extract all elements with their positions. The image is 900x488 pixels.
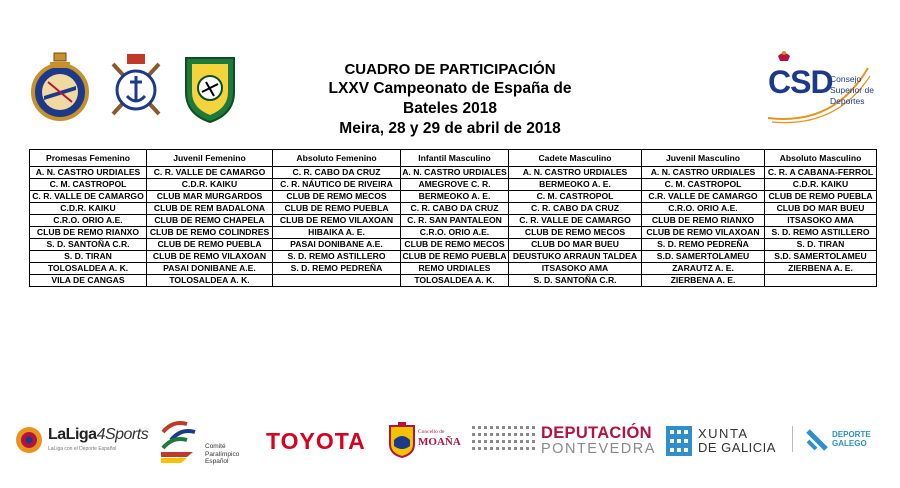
laliga-tagline: LaLiga con el Deporte Español: [48, 446, 117, 452]
table-cell: S.D. SAMERTOLAMEU: [765, 251, 877, 263]
column-header: Absoluto Masculino: [765, 150, 877, 167]
title-line-3: Meira, 28 y 29 de abril de 2018: [339, 120, 561, 137]
table-cell: C.D.R. KAIKU: [765, 179, 877, 191]
column-header: Cadete Masculino: [509, 150, 642, 167]
paralympic-line-2: Paralímpico: [205, 450, 240, 458]
table-cell: C. R. CABO DA CRUZ: [273, 167, 401, 179]
table-cell: CLUB DE REMO MECOS: [509, 227, 642, 239]
column-header: Infantil Masculino: [401, 150, 509, 167]
table-cell: S.D. SAMERTOLAMEU: [642, 251, 765, 263]
table-cell: [765, 275, 877, 287]
moana-text: [418, 429, 461, 448]
table-row: [30, 263, 877, 275]
column-header: Juvenil Masculino: [642, 150, 765, 167]
table-cell: ZIERBENA A. E.: [642, 275, 765, 287]
title-line-2: LXXV Campeonato de España de Bateles 2018: [328, 80, 572, 117]
table-cell: CLUB DE REMO RIANXO: [30, 227, 147, 239]
table-cell: C. R. SAN PANTALEON: [401, 215, 509, 227]
table-cell: C.R.O. ORIO A.E.: [30, 215, 147, 227]
table-cell: ZIERBENA A. E.: [765, 263, 877, 275]
document-title-block: [300, 60, 600, 139]
table-row: [30, 275, 877, 287]
table-cell: C.R. VALLE DE CAMARGO: [642, 191, 765, 203]
table-cell: TOLOSALDEA A. K.: [30, 263, 147, 275]
table-cell: C. R. CABO DA CRUZ: [509, 203, 642, 215]
table-cell: CLUB DE REMO PUEBLA: [147, 239, 273, 251]
table-cell: CLUB DE REMO CHAPELA: [147, 215, 273, 227]
table-cell: A. N. CASTRO URDIALES: [30, 167, 147, 179]
table-cell: C. M. CASTROPOL: [509, 191, 642, 203]
laliga-4sports-logo: [14, 422, 154, 458]
paralympic-line-3: Español: [205, 458, 229, 465]
moana-line-2: MOAÑA: [418, 436, 461, 448]
table-row: [30, 167, 877, 179]
table-row: [30, 251, 877, 263]
table-cell: TOLOSALDEA A. K.: [147, 275, 273, 287]
table-cell: BERMEOKO A. E.: [509, 179, 642, 191]
table-cell: CLUB DE REMO PUEBLA: [402, 251, 507, 261]
table-cell: C.R.O. ORIO A.E.: [642, 203, 765, 215]
participation-table: [29, 149, 877, 287]
table-cell: AMEGROVE C. R.: [401, 179, 509, 191]
table-cell: A. N. CASTRO URDIALES: [642, 167, 765, 179]
table-cell: ITSASOKO AMA: [509, 263, 642, 275]
csd-mark: CSD: [768, 64, 833, 100]
table-cell: C.R.O. ORIO A.E.: [401, 227, 509, 239]
table-cell: C. M. CASTROPOL: [642, 179, 765, 191]
table-row: [30, 215, 877, 227]
anchor-oars-crest-logo: [107, 52, 165, 122]
table-cell: S. D. SANTOÑA C.R.: [509, 275, 642, 287]
table-row: [30, 191, 877, 203]
column-header: Promesas Femenino: [30, 150, 147, 167]
table-cell: HIBAIKA A. E.: [273, 227, 401, 239]
table-cell: C. R. NÁUTICO DE RIVEIRA: [273, 179, 401, 191]
xunta-galicia-logo: [666, 424, 778, 460]
table-cell: C.D.R. KAIKU: [30, 203, 147, 215]
csd-line-1: Consejo: [830, 74, 862, 84]
table-cell: S. D. TIRAN: [30, 251, 147, 263]
column-header: Juvenil Femenino: [147, 150, 273, 167]
xunta-text: [698, 427, 776, 455]
paralympic-text: [205, 443, 239, 466]
table-cell: C. R. CABO DA CRUZ: [401, 203, 509, 215]
table-cell: C. R. VALLE DE CAMARGO: [147, 167, 273, 179]
csd-text: [830, 74, 874, 107]
table-cell: CLUB DE REMO VILAXOAN: [273, 215, 401, 227]
table-cell: C. R. VALLE DE CAMARGO: [30, 191, 147, 203]
table-cell: TOLOSALDEA A. K.: [401, 275, 509, 287]
table-cell: CLUB DE REMO MECOS: [401, 239, 509, 251]
table-cell: DEUSTUKO ARRAUN TALDEA: [509, 251, 642, 263]
table-cell: A. N. CASTRO URDIALES: [509, 167, 642, 179]
paralympic-line-1: Comité: [205, 443, 226, 450]
table-cell: [273, 275, 401, 287]
deporte-galego-text: [832, 430, 871, 448]
table-row: [30, 227, 877, 239]
table-cell: CLUB MAR MURGARDOS: [147, 191, 273, 203]
table-cell: CLUB DE REMO PUEBLA: [273, 203, 401, 215]
table-cell: CLUB DE REMO MECOS: [273, 191, 401, 203]
table-cell: CLUB DE REMO PUEBLA: [765, 191, 877, 203]
table-cell: C.D.R. KAIKU: [147, 179, 273, 191]
table-cell: C. R. A CABANA-FERROL: [765, 167, 877, 179]
csd-line-2: Superior de: [830, 85, 874, 95]
federation-crest-logo: [30, 52, 90, 122]
toyota-logo: TOYOTA: [266, 428, 366, 454]
table-cell: S. D. REMO PEDREÑA: [642, 239, 765, 251]
deputacion-dots-emblem: [470, 424, 536, 456]
table-cell: CLUB DE REMO VILAXOAN: [147, 251, 273, 263]
deporte-galego-line-2: GALEGO: [832, 439, 867, 448]
table-cell: S. D. SANTOÑA C.R.: [30, 239, 147, 251]
table-cell: ZARAUTZ A. E.: [642, 263, 765, 275]
deporte-galego-logo: [806, 428, 886, 452]
table-cell: CLUB DO MAR BUEU: [509, 239, 642, 251]
table-cell: CLUB DE REMO VILAXOAN: [642, 227, 765, 239]
table-row: [30, 239, 877, 251]
moana-line-1: Concello de: [418, 429, 445, 435]
concello-moana-logo: [388, 420, 468, 460]
table-cell: C. R. VALLE DE CAMARGO: [509, 215, 642, 227]
table-cell: VILA DE CANGAS: [30, 275, 147, 287]
title-line-1: CUADRO DE PARTICIPACIÓN: [344, 61, 556, 78]
table-cell: S. D. REMO PEDREÑA: [273, 263, 401, 275]
table-cell: C. M. CASTROPOL: [30, 179, 147, 191]
table-cell: CLUB DE REMO RIANXO: [642, 215, 765, 227]
table-cell: S. D. TIRAN: [765, 239, 877, 251]
laliga-wordmark: [48, 426, 148, 444]
laliga-brand: LaLiga: [48, 426, 97, 443]
table-cell: PASAI DONIBANE A.E.: [273, 239, 401, 251]
sponsor-divider: [792, 426, 793, 452]
deputacion-line-2: PONTEVEDRA: [541, 441, 656, 457]
xunta-line-2: DE GALICIA: [698, 440, 776, 455]
table-cell: REMO URDIALES: [401, 263, 509, 275]
deputacion-pontevedra-logo: [541, 424, 661, 460]
table-cell: CLUB DO MAR BUEU: [765, 203, 877, 215]
table-row: [30, 203, 877, 215]
laliga-suffix: 4Sports: [96, 426, 149, 443]
table-cell: BERMEOKO A. E.: [401, 191, 509, 203]
column-header: Absoluto Femenino: [273, 150, 401, 167]
table-cell: PASAI DONIBANE A.E.: [147, 263, 273, 275]
table-cell: CLUB DE REMO COLINDRES: [147, 227, 273, 239]
xunta-line-1: XUNTA: [698, 426, 749, 441]
table-cell: S. D. REMO ASTILLERO: [273, 251, 401, 263]
deputacion-line-1: DEPUTACIÓN: [541, 424, 652, 442]
paralympic-committee-logo: [157, 416, 257, 468]
table-cell: ITSASOKO AMA: [765, 215, 877, 227]
table-cell: S. D. REMO ASTILLERO: [765, 227, 877, 239]
table-cell: A. N. CASTRO URDIALES: [402, 167, 507, 177]
table-cell: CLUB DE REM BADALONA: [147, 203, 273, 215]
csd-line-3: Deportes: [830, 96, 865, 106]
csd-logo: [764, 48, 874, 128]
table-header-row: [30, 150, 877, 167]
table-row: [30, 179, 877, 191]
shield-rower-logo: [182, 52, 238, 124]
deporte-galego-line-1: DEPORTE: [832, 430, 871, 439]
